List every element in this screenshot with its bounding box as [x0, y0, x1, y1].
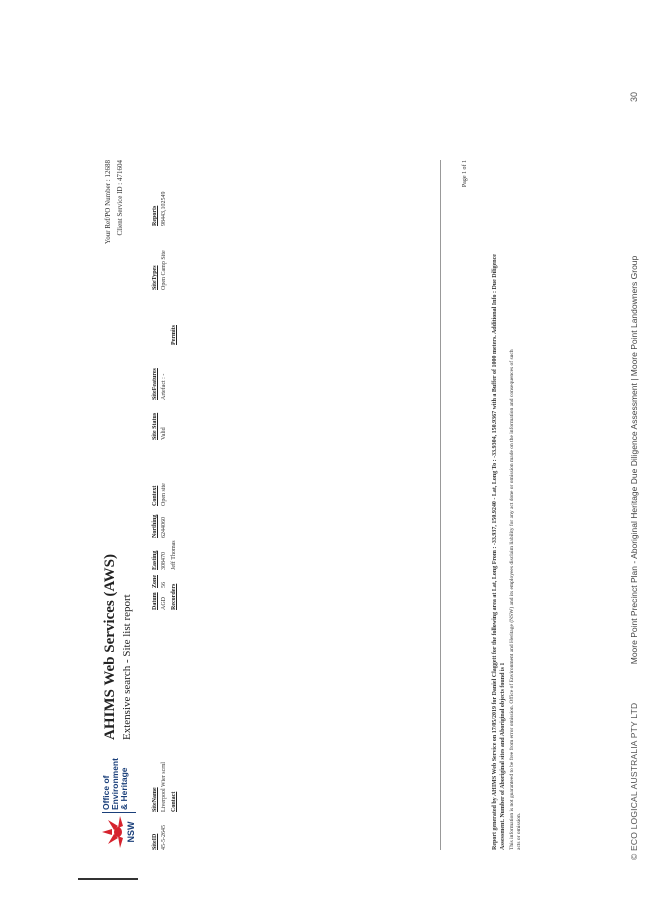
- margin-rule: [78, 878, 138, 880]
- oeh-logo: [100, 750, 140, 850]
- col-zone: Zone: [152, 574, 158, 588]
- cell-site-types: Open Camp Site: [161, 250, 167, 290]
- recorder-name: Jeff Thomas: [171, 540, 177, 570]
- ref-number: Your Ref/PO Number : 12688: [104, 160, 112, 245]
- report-refs: [102, 160, 126, 244]
- cell-context: Open site: [161, 483, 167, 506]
- cell-site-name: Liverpool Wier scrnl: [161, 762, 167, 812]
- client-service-id: Client Service ID : 471604: [116, 160, 124, 236]
- ahims-report: [100, 160, 535, 850]
- footnote-3: This information is not guaranteed to be free from error omission. Office of Environment and Heritage (NSW) and its employees disclaim liability for any act done or omission made on the information and consequences of such: [509, 349, 515, 850]
- label-permits: Permits: [171, 325, 177, 345]
- cell-datum: AGD: [161, 597, 167, 610]
- col-northing: Northing: [152, 514, 158, 538]
- page-footer: © ECO LOGICAL AUSTRALIA PTY LTD: [629, 702, 639, 860]
- cell-site-id: 45-5-2645: [161, 825, 167, 850]
- footnote-2: Assessment. Number of Aboriginal sites and Aboriginal objects found is 1: [500, 662, 506, 850]
- col-easting: Easting: [152, 550, 158, 570]
- col-site-status: Site Status: [152, 412, 158, 440]
- cell-site-features: Artefact : -: [161, 373, 167, 400]
- nsw-waratah-icon: [100, 814, 138, 850]
- report-subtitle: Extensive search - Site list report: [121, 594, 133, 740]
- page-header: Moore Point Precinct Plan - Aboriginal Heritage Due Diligence Assessment | Moore Point Landowners Group: [629, 255, 639, 665]
- logo-text: Office of Environment & Heritage: [101, 758, 129, 810]
- cell-reports: 98443,102549: [161, 191, 167, 226]
- report-title: AHIMS Web Services (AWS): [102, 554, 118, 740]
- col-site-features: SiteFeatures: [152, 368, 158, 400]
- logo-divider: [102, 812, 136, 813]
- page-number: 30: [629, 92, 639, 103]
- col-datum: Datum: [152, 592, 158, 610]
- footer-rule: [440, 160, 441, 850]
- col-sitename: SiteName: [152, 787, 158, 812]
- cell-zone: 56: [161, 582, 167, 588]
- cell-site-status: Valid: [161, 427, 167, 440]
- col-siteid: SiteID: [152, 833, 158, 850]
- footnote-1: Report generated by AHIMS Web Service on 17/05/2019 for Daniel Claggett for the following area at Lat, Long From : -33.937, 150.9240 - Lat, Long To : -33.9304, 150.9367 with a Buffer of 1000 meters. Additional Info : Due Diligence: [492, 254, 498, 850]
- nsw-badge-text: NSW: [126, 821, 136, 843]
- page-of: Page 1 of 1: [462, 160, 468, 188]
- cell-northing: 6244060: [161, 517, 167, 538]
- label-contact: Contact: [171, 791, 177, 812]
- col-context: Context: [152, 485, 158, 506]
- footnote-4: acts or omission.: [516, 812, 522, 850]
- label-recorders: Recorders: [171, 583, 177, 610]
- cell-easting: 308470: [161, 552, 167, 570]
- col-site-types: SiteTypes: [152, 265, 158, 290]
- col-reports: Reports: [152, 205, 158, 226]
